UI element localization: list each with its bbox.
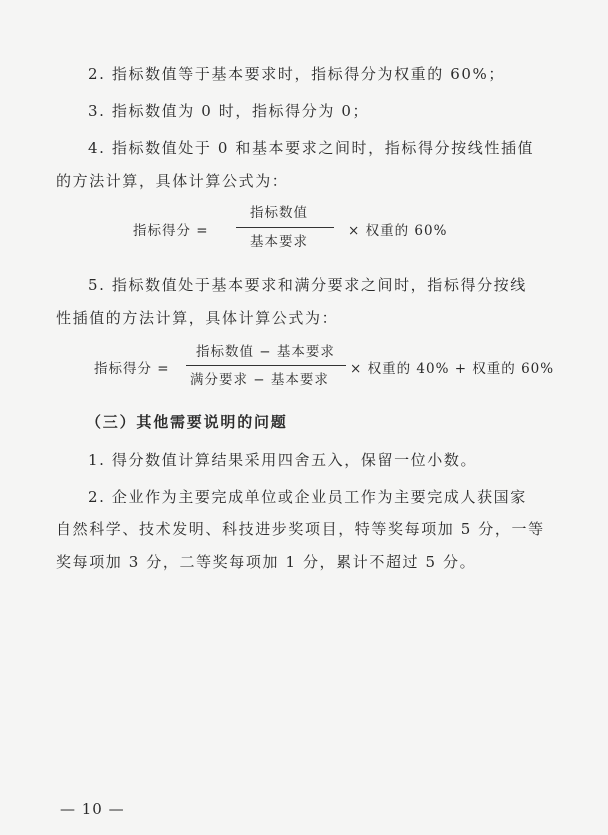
section-3-p2-line1: 2. 企业作为主要完成单位或企业员工作为主要完成人获国家: [88, 488, 527, 506]
formula-2-fraction-bar: [186, 365, 346, 366]
formula-2-denominator: 满分要求 − 基本要求: [190, 372, 329, 388]
formula-2-numerator: 指标数值 − 基本要求: [196, 344, 335, 360]
section-3-p1: 1. 得分数值计算结果采用四舍五入，保留一位小数。: [88, 451, 478, 469]
item-5-line2: 性插值的方法计算，具体计算公式为：: [56, 309, 339, 327]
section-3-p2-line3: 奖每项加 3 分，二等奖每项加 1 分，累计不超过 5 分。: [56, 553, 477, 571]
section-3-p2-line2: 自然科学、技术发明、科技进步奖项目，特等奖每项加 5 分，一等: [56, 520, 545, 538]
item-4-line2: 的方法计算，具体计算公式为：: [56, 172, 289, 190]
formula-2-rhs: × 权重的 40% + 权重的 60%: [350, 361, 555, 377]
section-3-heading: （三）其他需要说明的问题: [86, 413, 288, 431]
formula-1-numerator: 指标数值: [250, 205, 308, 221]
item-4-line1: 4. 指标数值处于 0 和基本要求之间时，指标得分按线性插值: [88, 139, 535, 157]
item-2: 2. 指标数值等于基本要求时，指标得分为权重的 60%；: [88, 65, 505, 83]
item-3: 3. 指标数值为 0 时，指标得分为 0；: [88, 102, 370, 120]
formula-1-denominator: 基本要求: [250, 234, 308, 250]
formula-1-lhs: 指标得分 =: [133, 223, 209, 239]
page-number: — 10 —: [60, 800, 125, 818]
item-5-line1: 5. 指标数值处于基本要求和满分要求之间时，指标得分按线: [88, 276, 527, 294]
formula-2-lhs: 指标得分 =: [94, 361, 170, 377]
formula-1-rhs: × 权重的 60%: [348, 223, 448, 239]
formula-1-fraction-bar: [236, 227, 334, 228]
